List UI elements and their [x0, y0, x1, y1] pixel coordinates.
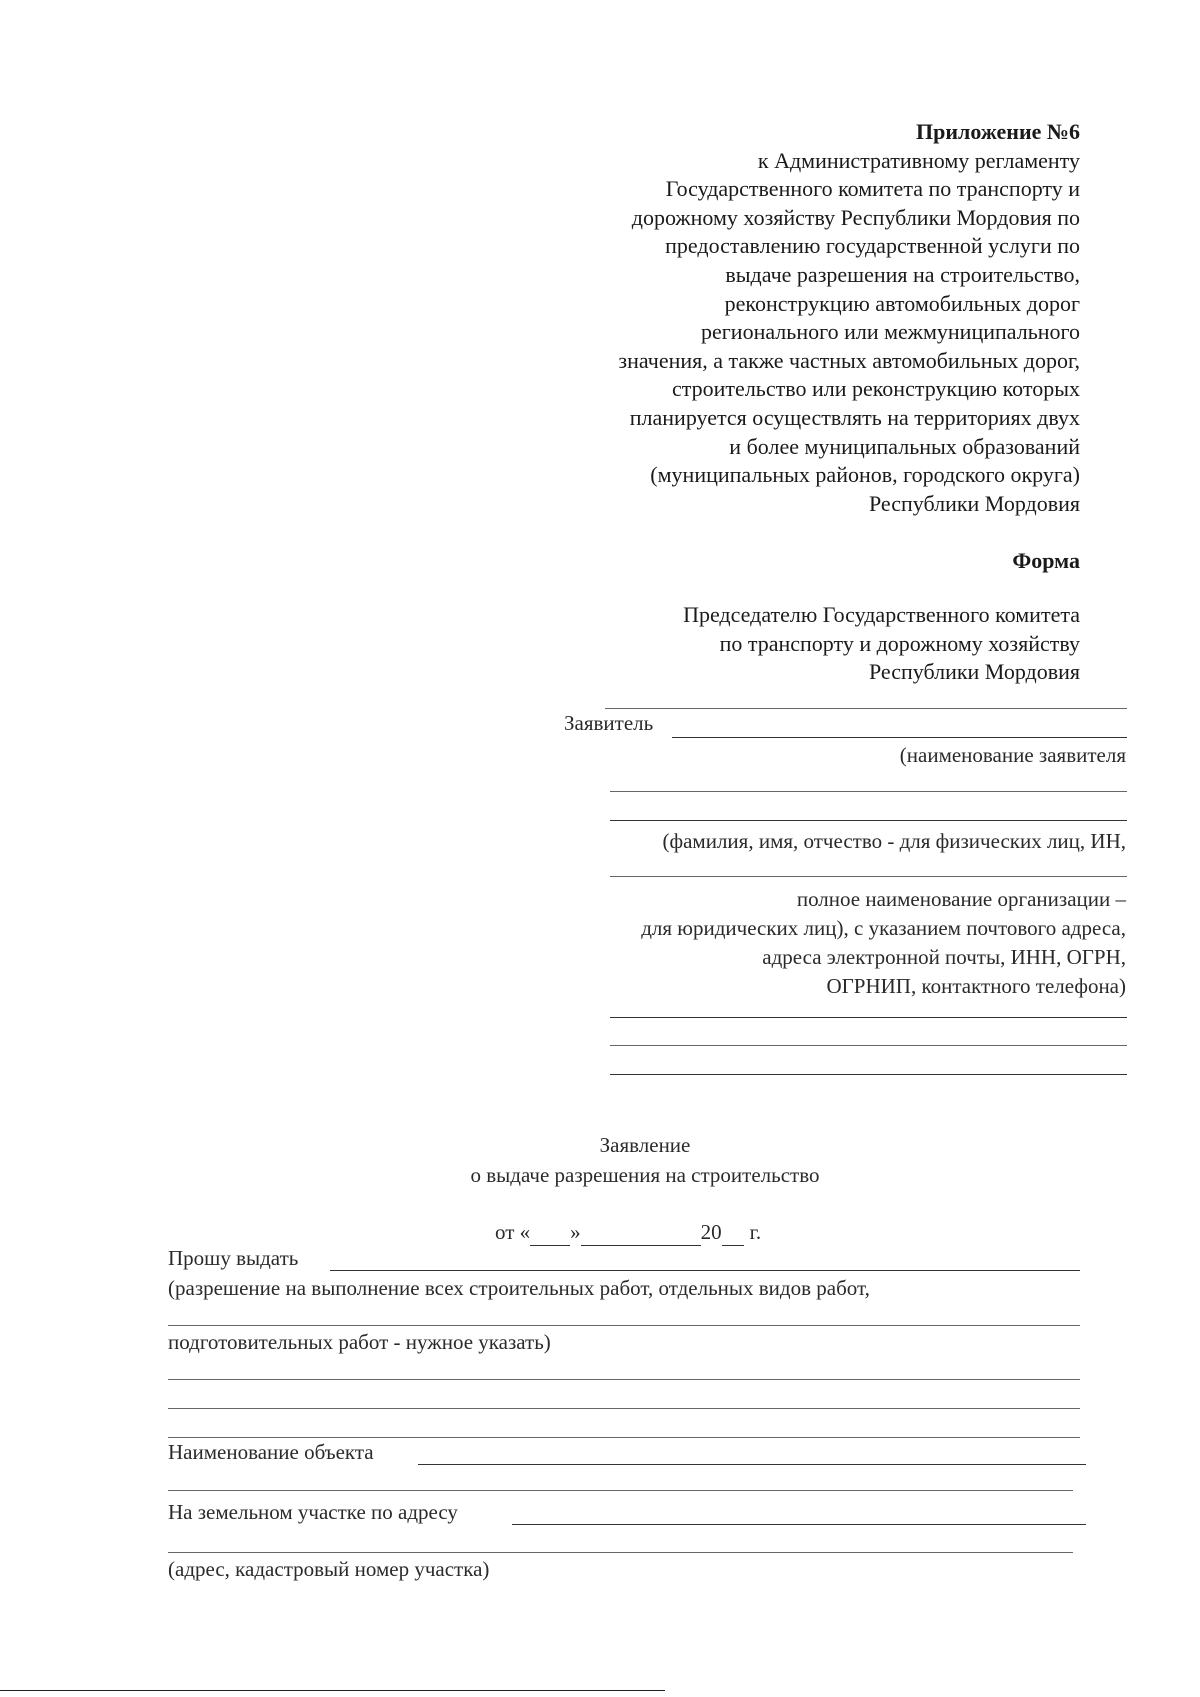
object-field[interactable]: [418, 1464, 1086, 1465]
request-label: Прошу выдать: [168, 1246, 299, 1270]
request-hint-1: (разрешение на выполнение всех строительных работ, отдельных видов работ,: [168, 1276, 870, 1300]
applicant-line-3[interactable]: [610, 820, 1127, 821]
applicant-line-6[interactable]: [610, 1045, 1127, 1046]
appendix-line: строительство или реконструкцию которых: [672, 376, 1080, 402]
form-label: Форма: [1012, 548, 1080, 573]
appendix-header: [618, 118, 1080, 518]
land-field[interactable]: [512, 1524, 1086, 1525]
applicant-hint-org-line: полное наименование организации –: [796, 887, 1126, 911]
appendix-line: значения, а также частных автомобильных дорог,: [618, 347, 1080, 373]
appendix-line: выдаче разрешения на строительство,: [725, 261, 1080, 287]
addressee-line: Председателю Государственного комитета: [683, 602, 1080, 627]
addressee-line: Республики Мордовия: [868, 659, 1080, 685]
applicant-hint-org-line: для юридических лиц), с указанием почтового адреса,: [641, 916, 1126, 940]
date-year-field[interactable]: [722, 1220, 744, 1246]
applicant-line-4[interactable]: [610, 876, 1127, 877]
appendix-line: к Административному регламенту: [757, 147, 1080, 173]
applicant-hint-org-line: ОГРНИП, контактного телефона): [826, 974, 1126, 998]
date-year: 20: [700, 1220, 722, 1244]
applicant-name-line[interactable]: [672, 737, 1127, 738]
appendix-line: планируется осуществлять на территориях двух: [629, 404, 1080, 430]
appendix-title: Приложение №6: [916, 119, 1080, 144]
appendix-line: дорожному хозяйству Республики Мордовия по: [631, 204, 1080, 230]
request-line-3[interactable]: [168, 1379, 1080, 1380]
applicant-hint-person: (фамилия, имя, отчество - для физических лиц, ИН,: [662, 829, 1126, 853]
statement-date: [495, 1220, 761, 1246]
object-line-2[interactable]: [168, 1490, 1073, 1491]
statement-title: Заявление: [599, 1133, 691, 1157]
object-label: Наименование объекта: [168, 1440, 374, 1464]
request-field[interactable]: [330, 1270, 1080, 1271]
addressee: [683, 601, 1080, 687]
appendix-line: и более муниципальных образований: [729, 433, 1080, 459]
date-month-field[interactable]: [581, 1220, 701, 1246]
page-bottom-rule: [0, 1690, 665, 1691]
addressee-line: по транспорту и дорожному хозяйству: [719, 630, 1080, 656]
applicant-line-5[interactable]: [610, 1017, 1127, 1018]
date-mid: »: [570, 1220, 581, 1244]
applicant-line-top[interactable]: [605, 708, 1127, 709]
date-suffix: г.: [749, 1220, 762, 1244]
appendix-line: реконструкцию автомобильных дорог: [724, 290, 1080, 316]
appendix-line: Республики Мордовия: [868, 490, 1080, 516]
applicant-line-7[interactable]: [610, 1074, 1127, 1075]
date-day-field[interactable]: [530, 1220, 570, 1246]
land-label: На земельном участке по адресу: [168, 1500, 458, 1524]
applicant-hint-org-line: адреса электронной почты, ИНН, ОГРН,: [762, 945, 1126, 969]
land-line-2[interactable]: [168, 1552, 1073, 1553]
appendix-line: предоставлению государственной услуги по: [665, 233, 1080, 259]
statement-subtitle: о выдаче разрешения на строительство: [470, 1163, 820, 1187]
request-line-5[interactable]: [168, 1437, 1080, 1438]
applicant-label: Заявитель: [564, 711, 654, 735]
applicant-hint-org: [641, 885, 1126, 1001]
request-hint-2: подготовительных работ - нужное указать): [168, 1330, 551, 1354]
request-line-4[interactable]: [168, 1408, 1080, 1409]
request-line-2[interactable]: [168, 1325, 1080, 1326]
appendix-line: регионального или межмуниципального: [701, 319, 1080, 345]
applicant-hint-name: (наименование заявителя: [899, 743, 1126, 767]
applicant-line-2[interactable]: [610, 791, 1127, 792]
appendix-line: Государственного комитета по транспорту и: [665, 176, 1080, 202]
date-prefix: от «: [495, 1220, 531, 1244]
land-hint: (адрес, кадастровый номер участка): [168, 1557, 490, 1581]
appendix-line: (муниципальных районов, городского округа): [650, 462, 1080, 488]
